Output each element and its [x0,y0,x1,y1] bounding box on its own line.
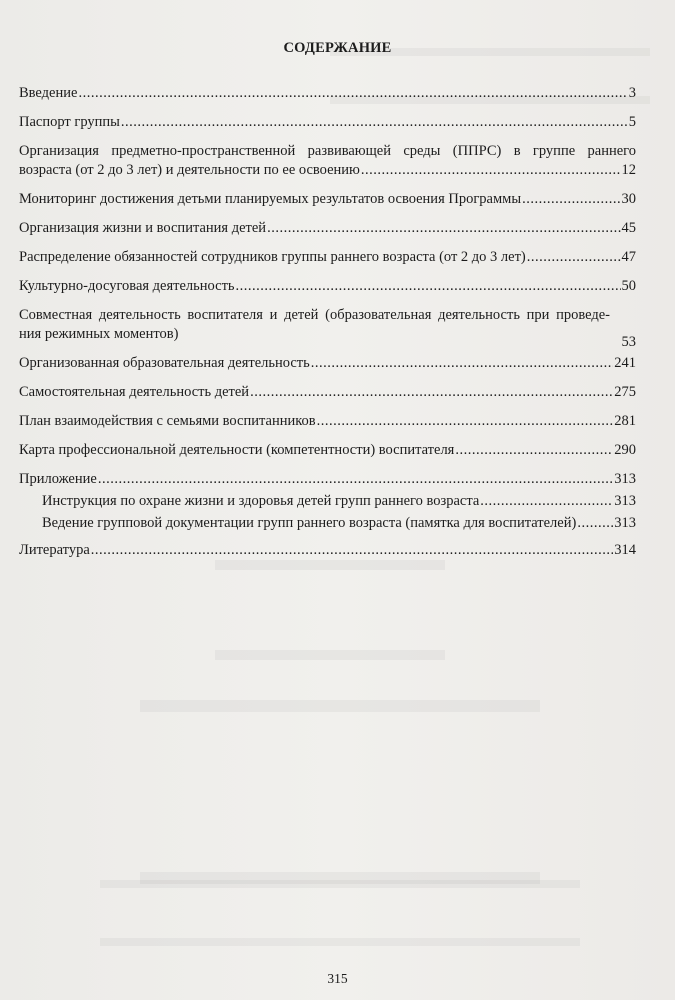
toc-entry-page: 47 [621,249,636,265]
dot-leader [98,470,613,489]
toc-entry-label: Инструкция по охране жизни и здоровья детей групп раннего возраста [42,493,480,509]
bleed-through-texture [100,880,580,946]
dot-leader [236,277,621,296]
toc-entry [19,277,636,296]
toc-entry [19,383,636,402]
toc-entry-label: Введение [19,85,78,101]
toc-entry-page: 12 [621,162,636,178]
toc-subentry [42,492,636,511]
toc-entry-label: Литература [19,542,90,558]
toc-entry-page: 5 [628,114,636,130]
dot-leader [361,161,621,180]
bleed-through-texture [215,560,445,660]
toc-entry-page: 314 [614,542,636,558]
dot-leader [527,248,621,267]
dot-leader [311,354,613,373]
dot-leader [455,441,613,460]
toc-entry-page: 45 [621,220,636,236]
toc-entry-label: Карта профессиональной деятельности (компетентности) воспитателя [19,442,455,458]
dot-leader [480,492,613,511]
toc-entry-label: Приложение [19,471,97,487]
toc-entry [19,142,636,180]
toc-entry [19,441,636,460]
dot-leader [317,412,614,431]
dot-leader [78,84,627,103]
toc-entry [19,470,636,489]
toc-entry-label: Мониторинг достижения детьми планируемых результатов освоения Программы [19,191,522,207]
bleed-through-texture [140,700,540,884]
toc-entry [19,84,636,103]
toc-entry-label: Самостоятельная деятельность детей [19,384,250,400]
toc-entry-label: План взаимодействия с семьями воспитанников [19,413,316,429]
dot-leader [121,113,628,132]
dot-leader [522,190,620,209]
toc-entry [19,306,636,350]
toc-entry-page: 313 [614,493,636,509]
page-number: 315 [327,971,348,986]
toc-entry-label-line1: Организация предметно-пространственной развивающей среды (ППРС) в группе раннего [19,143,636,159]
toc-entry-label-wrapped: Совместная деятельность воспитателя и детей (образовательная деятельность при проведе- ния режимных моментов) [19,307,610,342]
table-of-contents [19,84,636,570]
toc-entry-label: Культурно-досуговая деятельность [19,278,235,294]
toc-entry-page: 3 [628,85,636,101]
toc-entry-page: 53 [621,334,636,350]
toc-entry [19,248,636,267]
toc-entry [19,412,636,431]
toc-subentry [42,514,636,533]
toc-entry-page: 290 [614,442,636,458]
toc-entry [19,219,636,238]
page-title: СОДЕРЖАНИЕ [283,40,392,56]
toc-entry-page: 275 [614,384,636,400]
dot-leader [267,219,620,238]
toc-entry [19,541,636,560]
toc-entry-label: Организация жизни и воспитания детей [19,220,267,236]
dot-leader [91,541,613,560]
toc-entry-page: 30 [621,191,636,207]
toc-entry-label: Распределение обязанностей сотрудников группы раннего возраста (от 2 до 3 лет) [19,249,526,265]
dot-leader [577,514,613,533]
toc-entry [19,113,636,132]
toc-entry-page: 313 [614,471,636,487]
toc-entry-label: Паспорт группы [19,114,120,130]
toc-entry-label: Организованная образовательная деятельность [19,355,310,371]
toc-entry-page: 313 [614,515,636,531]
toc-entry-page: 50 [621,278,636,294]
toc-entry-page: 281 [614,413,636,429]
toc-entry [19,190,636,209]
dot-leader [250,383,613,402]
toc-entry-page: 241 [614,355,636,371]
toc-entry [19,354,636,373]
toc-entry-label: возраста (от 2 до 3 лет) и деятельности по ее освоению [19,162,360,178]
toc-entry-label: Ведение групповой документации групп раннего возраста (памятка для воспитателей) [42,515,577,531]
